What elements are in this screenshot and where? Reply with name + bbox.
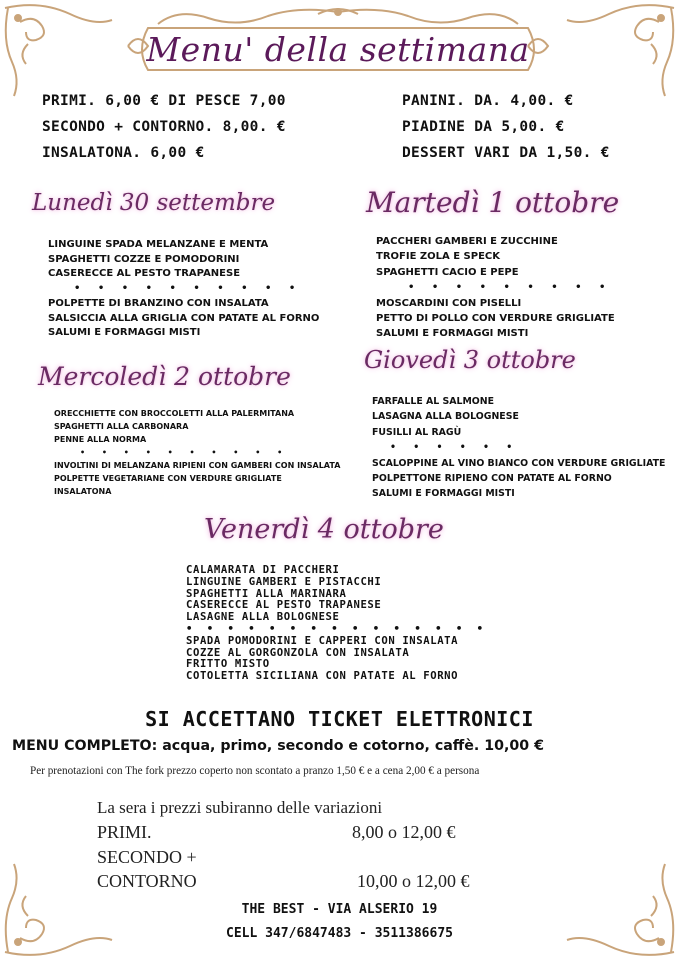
list-item: SPADA POMODORINI E CAPPERI CON INSALATA bbox=[186, 634, 459, 647]
sera-secondo-label: SECONDO + bbox=[97, 847, 197, 867]
list-item: LASAGNE ALLA BOLOGNESE bbox=[186, 611, 340, 624]
price-line: PIADINE DA 5,00. € bbox=[402, 119, 565, 135]
list-item: CALAMARATA DI PACCHERI bbox=[186, 564, 340, 576]
list-item: POLPETTONE RIPIENO CON PATATE AL FORNO bbox=[372, 473, 612, 485]
day-menu-mercoledi bbox=[54, 407, 340, 498]
day-title-martedi: Martedì 1 ottobre bbox=[366, 186, 620, 219]
prenotazioni-note: Per prenotazioni con The fork prezzo coperto non scontato a pranzo 1,50 € e a cena 2,00 € a persona bbox=[30, 765, 480, 777]
ticket-notice: SI ACCETTANO TICKET ELETTRONICI bbox=[145, 707, 534, 731]
day-menu-venerdi bbox=[186, 565, 487, 683]
list-item: TROFIE ZOLA E SPECK bbox=[376, 251, 500, 263]
price-line: INSALATONA. 6,00 € bbox=[42, 145, 205, 161]
list-item: SPAGHETTI COZZE E POMODORINI bbox=[48, 253, 240, 265]
list-item: FRITTO MISTO bbox=[186, 658, 270, 671]
title-banner bbox=[118, 6, 558, 72]
prices-left bbox=[42, 88, 286, 166]
sera-intro: La sera i prezzi subiranno delle variazioni bbox=[97, 798, 383, 817]
list-item: POLPETTE DI BRANZINO CON INSALATA bbox=[48, 297, 269, 309]
list-item: CASERECCE AL PESTO TRAPANESE bbox=[186, 599, 382, 612]
list-item: PACCHERI GAMBERI E ZUCCHINE bbox=[376, 236, 558, 247]
list-item: CASERECCE AL PESTO TRAPANESE bbox=[48, 268, 241, 280]
sera-contorno-label: CONTORNO bbox=[97, 871, 197, 891]
day-menu-martedi bbox=[376, 234, 615, 342]
list-item: PENNE ALLA NORMA bbox=[54, 435, 147, 444]
top-right-ornament-icon bbox=[559, 0, 679, 100]
price-line: SECONDO + CONTORNO. 8,00. € bbox=[42, 119, 286, 135]
day-title-mercoledi: Mercoledì 2 ottobre bbox=[38, 362, 291, 391]
list-item: FARFALLE AL SALMONE bbox=[372, 396, 495, 407]
separator: • • • • • • • • • • bbox=[74, 283, 303, 295]
footer-address: THE BEST - VIA ALSERIO 19 bbox=[241, 902, 438, 917]
list-item: SALUMI E FORMAGGI MISTI bbox=[48, 327, 201, 339]
separator: • • • • • • • • • bbox=[408, 282, 613, 294]
day-menu-giovedi bbox=[372, 394, 665, 502]
list-item: ORECCHIETTE CON BROCCOLETTI ALLA PALERMITANA bbox=[54, 409, 295, 418]
list-item: SALUMI E FORMAGGI MISTI bbox=[372, 488, 515, 500]
price-line: DESSERT VARI DA 1,50. € bbox=[402, 145, 610, 161]
price-line: PANINI. DA. 4,00. € bbox=[402, 93, 574, 109]
top-left-ornament-icon bbox=[0, 0, 120, 100]
separator: • • • • • • bbox=[390, 442, 520, 454]
list-item: MOSCARDINI CON PISELLI bbox=[376, 297, 522, 309]
day-title-giovedi: Giovedì 3 ottobre bbox=[364, 346, 576, 374]
menu-completo: MENU COMPLETO: acqua, primo, secondo e cotorno, caffè. 10,00 € bbox=[12, 738, 544, 754]
list-item: POLPETTE VEGETARIANE CON VERDURE GRIGLIATE bbox=[54, 474, 282, 483]
footer-phone: CELL 347/6847483 - 3511386675 bbox=[226, 926, 453, 941]
sera-secondo-price: 10,00 o 12,00 € bbox=[357, 871, 470, 891]
list-item: COTOLETTA SICILIANA CON PATATE AL FORNO bbox=[186, 670, 459, 683]
list-item: SCALOPPINE AL VINO BIANCO CON VERDURE GRIGLIATE bbox=[372, 457, 666, 469]
list-item: COZZE AL GORGONZOLA CON INSALATA bbox=[186, 646, 410, 659]
list-item: LINGUINE SPADA MELANZANE E MENTA bbox=[48, 239, 269, 250]
list-item: SPAGHETTI ALLA MARINARA bbox=[186, 587, 347, 600]
day-menu-lunedi bbox=[48, 238, 319, 341]
day-title-lunedi: Lunedì 30 settembre bbox=[32, 190, 276, 216]
sera-primi-price: 8,00 o 12,00 € bbox=[352, 822, 456, 842]
price-line: PRIMI. 6,00 € DI PESCE 7,00 bbox=[42, 93, 286, 109]
list-item: FUSILLI AL RAGÙ bbox=[372, 426, 462, 438]
page-title: Menu' della settimana bbox=[146, 30, 530, 69]
list-item: SPAGHETTI ALLA CARBONARA bbox=[54, 422, 189, 431]
sera-primi-label: PRIMI. bbox=[97, 822, 152, 842]
list-item: LINGUINE GAMBERI E PISTACCHI bbox=[186, 575, 382, 588]
list-item: SALUMI E FORMAGGI MISTI bbox=[376, 328, 529, 340]
prices-right bbox=[402, 88, 610, 166]
day-title-venerdi: Venerdì 4 ottobre bbox=[204, 514, 444, 545]
separator: • • • • • • • • • • bbox=[80, 448, 290, 457]
list-item: LASAGNA ALLA BOLOGNESE bbox=[372, 411, 519, 423]
list-item: SALSICCIA ALLA GRIGLIA CON PATATE AL FORNO bbox=[48, 312, 320, 324]
list-item: SPAGHETTI CACIO E PEPE bbox=[376, 266, 519, 278]
list-item: PETTO DI POLLO CON VERDURE GRIGLIATE bbox=[376, 313, 615, 325]
list-item: INVOLTINI DI MELANZANA RIPIENI CON GAMBERI CON INSALATA bbox=[54, 461, 341, 470]
separator: • • • • • • • • • • • • • • • bbox=[186, 622, 487, 635]
list-item: INSALATONA bbox=[54, 487, 112, 496]
